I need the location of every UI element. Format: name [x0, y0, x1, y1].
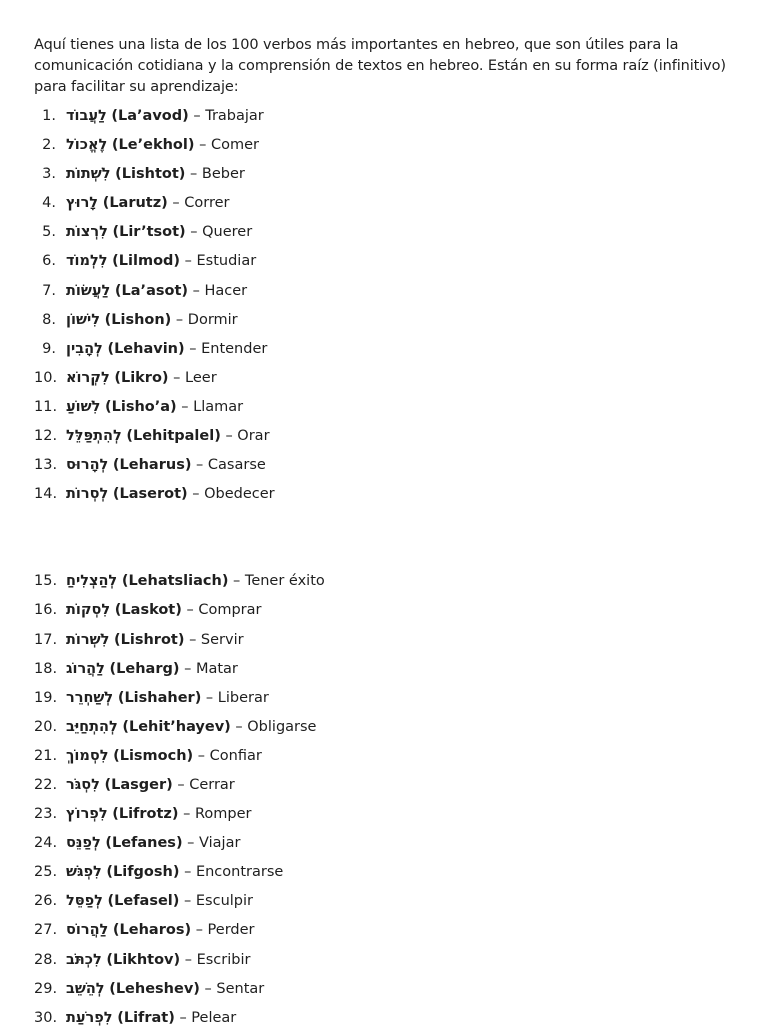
- item-content: [66, 364, 217, 393]
- transliteration: (Lifgosh): [106, 864, 180, 881]
- hebrew-verb: לִסְמוֹךְ: [66, 747, 109, 764]
- list-item: [34, 975, 734, 1004]
- hebrew-verb: לַהֲרוֹס: [66, 922, 109, 939]
- spanish-meaning: – Entender: [184, 340, 268, 357]
- list-item: [34, 335, 734, 364]
- spanish-meaning: – Beber: [185, 166, 245, 183]
- hebrew-verb: לִשְׁתוֹת: [66, 166, 111, 183]
- item-content: [66, 975, 264, 1004]
- transliteration: (Lishon): [104, 311, 172, 328]
- item-content: [66, 567, 325, 596]
- transliteration: (Le’ekhol): [111, 137, 195, 154]
- hebrew-verb: לִסְגֹּר: [66, 776, 100, 793]
- item-content: [66, 800, 251, 829]
- item-number: 9.: [42, 340, 56, 357]
- item-number: 16.: [34, 602, 58, 619]
- spanish-meaning: – Trabajar: [188, 108, 264, 124]
- transliteration: (Lishaher): [117, 689, 202, 706]
- item-number: 26.: [34, 893, 58, 910]
- item-content: [66, 946, 250, 975]
- spanish-meaning: – Escribir: [180, 951, 251, 968]
- hebrew-verb: לִכְתֹּב: [66, 951, 102, 968]
- transliteration: (Lehavin): [107, 340, 185, 357]
- item-number: 20.: [34, 718, 58, 735]
- list-item: [34, 1004, 734, 1033]
- transliteration: (Likro): [114, 369, 169, 386]
- transliteration: (Lasger): [104, 776, 173, 793]
- item-content: [66, 596, 261, 625]
- spanish-meaning: – Cerrar: [172, 776, 235, 793]
- item-number: 21.: [34, 747, 58, 764]
- transliteration: (Lefasel): [107, 893, 180, 910]
- item-number: 1.: [42, 108, 56, 124]
- list-item: [34, 946, 734, 975]
- spanish-meaning: – Estudiar: [180, 253, 257, 270]
- hebrew-verb: לְסְרוֹת: [66, 486, 109, 503]
- hebrew-verb: לַעֲבוֹד: [66, 108, 107, 124]
- hebrew-verb: לִקְרוֹא: [66, 369, 110, 386]
- item-content: [66, 713, 316, 742]
- transliteration: (Lifrotz): [112, 806, 179, 823]
- item-number: 7.: [42, 282, 56, 299]
- spanish-meaning: – Romper: [178, 806, 252, 823]
- list-item: [34, 771, 734, 800]
- item-content: [66, 306, 238, 335]
- list-item: [34, 858, 734, 887]
- spanish-meaning: – Casarse: [191, 457, 266, 474]
- list-item: [34, 887, 734, 916]
- transliteration: (Laserot): [112, 486, 188, 503]
- transliteration: (Lehit’hayev): [122, 718, 231, 735]
- spanish-meaning: – Esculpir: [179, 893, 253, 910]
- item-content: [66, 218, 252, 247]
- hebrew-verb: לָרוּץ: [66, 195, 99, 212]
- item-number: 24.: [34, 835, 58, 852]
- item-content: [66, 335, 267, 364]
- list-item: [34, 306, 734, 335]
- verb-list-part-2: [34, 567, 734, 1033]
- list-item: [34, 451, 734, 480]
- list-item: [34, 247, 734, 276]
- list-item: [34, 102, 734, 131]
- hebrew-verb: לֶאֱכוֹל: [66, 137, 108, 154]
- item-number: 3.: [42, 166, 56, 183]
- list-item: [34, 218, 734, 247]
- item-number: 11.: [34, 398, 58, 415]
- hebrew-verb: לִשְׁרוֹת: [66, 631, 110, 648]
- transliteration: (Lehitpalel): [126, 428, 221, 445]
- verb-list-part-1: [34, 102, 734, 509]
- transliteration: (Lir’tsot): [112, 224, 186, 241]
- hebrew-verb: לִפְרֹעַת: [66, 1009, 113, 1026]
- item-number: 2.: [42, 137, 56, 154]
- item-number: 15.: [34, 573, 58, 590]
- spanish-meaning: – Llamar: [176, 398, 244, 415]
- list-item: [34, 189, 734, 218]
- item-number: 4.: [42, 195, 56, 212]
- item-number: 23.: [34, 806, 58, 823]
- spanish-meaning: – Tener éxito: [228, 573, 325, 590]
- list-item: [34, 684, 734, 713]
- spanish-meaning: – Orar: [220, 428, 270, 445]
- hebrew-verb: לִפְגֹּשׁ: [66, 864, 102, 881]
- hebrew-verb: לִלְמוֹד: [66, 253, 108, 270]
- item-content: [66, 655, 238, 684]
- spanish-meaning: – Servir: [184, 631, 244, 648]
- hebrew-verb: לְהַצְלִיחַ: [66, 573, 118, 590]
- spanish-meaning: – Comer: [194, 137, 259, 154]
- item-content: [66, 131, 259, 160]
- spanish-meaning: – Viajar: [182, 835, 241, 852]
- transliteration: (Leharus): [112, 457, 192, 474]
- item-number: 19.: [34, 689, 58, 706]
- item-number: 18.: [34, 660, 58, 677]
- transliteration: (La’avod): [111, 108, 189, 124]
- spanish-meaning: – Dormir: [171, 311, 238, 328]
- hebrew-verb: לִישׁוֹן: [66, 311, 100, 328]
- item-number: 13.: [34, 457, 58, 474]
- intro-paragraph: Aquí tienes una lista de los 100 verbos más importantes en hebreo, que son útiles para la comunicación cotidiana y la comprensión de textos en hebreo. Están en su forma raíz (infinitivo) para facilitar su aprendizaje:: [34, 37, 726, 95]
- hebrew-verb: לִסְקוֹת: [66, 602, 111, 619]
- item-number: 29.: [34, 980, 58, 997]
- hebrew-verb: לַהֲרוֹג: [66, 660, 105, 677]
- hebrew-verb: לִרְצוֹת: [66, 224, 108, 241]
- hebrew-verb: לְהֵשֵׁב: [66, 980, 105, 997]
- item-content: [66, 247, 256, 276]
- spanish-meaning: – Sentar: [199, 980, 265, 997]
- item-content: [66, 626, 244, 655]
- hebrew-verb: לִפְרוֹץ: [66, 806, 108, 823]
- list-item: [34, 393, 734, 422]
- list-item: [34, 713, 734, 742]
- item-content: [66, 887, 253, 916]
- spanish-meaning: – Obedecer: [187, 486, 275, 503]
- item-number: 27.: [34, 922, 58, 939]
- spanish-meaning: – Matar: [179, 660, 238, 677]
- hebrew-verb: לִשׁוֹעַ: [66, 398, 101, 415]
- item-number: 17.: [34, 631, 58, 648]
- item-number: 25.: [34, 864, 58, 881]
- list-item: [34, 655, 734, 684]
- item-number: 6.: [42, 253, 56, 270]
- transliteration: (Likhtov): [106, 951, 181, 968]
- item-content: [66, 916, 255, 945]
- list-item: [34, 480, 734, 509]
- spanish-meaning: – Confiar: [193, 747, 262, 764]
- item-content: [66, 277, 247, 306]
- spanish-meaning: – Liberar: [201, 689, 269, 706]
- list-item: [34, 742, 734, 771]
- list-item: [34, 567, 734, 596]
- hebrew-verb: לְפַסֵּל: [66, 893, 103, 910]
- list-item: [34, 422, 734, 451]
- transliteration: (Leharg): [109, 660, 180, 677]
- hebrew-verb: לְהִתְחַיֵּב: [66, 718, 118, 735]
- spanish-meaning: – Correr: [167, 195, 230, 212]
- list-item: [34, 800, 734, 829]
- item-number: 30.: [34, 1009, 58, 1026]
- spanish-meaning: – Encontrarse: [179, 864, 284, 881]
- item-content: [66, 742, 262, 771]
- transliteration: (Lismoch): [113, 747, 194, 764]
- list-item: [34, 160, 734, 189]
- item-number: 5.: [42, 224, 56, 241]
- document: [34, 35, 734, 1033]
- item-number: 10.: [34, 369, 58, 386]
- item-content: [66, 829, 240, 858]
- item-number: 8.: [42, 311, 56, 328]
- hebrew-verb: לְשַׁחְרֵר: [66, 689, 114, 706]
- transliteration: (Lishtot): [115, 166, 186, 183]
- item-content: [66, 102, 264, 131]
- spanish-meaning: – Comprar: [181, 602, 262, 619]
- transliteration: (La’asot): [114, 282, 189, 299]
- list-item: [34, 277, 734, 306]
- list-item: [34, 131, 734, 160]
- item-content: [66, 189, 230, 218]
- item-number: 28.: [34, 951, 58, 968]
- hebrew-verb: לְהָבִין: [66, 340, 103, 357]
- transliteration: (Lehatsliach): [121, 573, 229, 590]
- item-content: [66, 480, 275, 509]
- spanish-meaning: – Obligarse: [230, 718, 317, 735]
- item-number: 14.: [34, 486, 58, 503]
- spanish-meaning: – Leer: [168, 369, 217, 386]
- hebrew-verb: לְהָרוּס: [66, 457, 109, 474]
- item-content: [66, 771, 235, 800]
- blank-gap: [34, 509, 734, 567]
- list-item: [34, 364, 734, 393]
- item-content: [66, 684, 269, 713]
- spanish-meaning: – Perder: [191, 922, 255, 939]
- spanish-meaning: – Pelear: [174, 1009, 237, 1026]
- transliteration: (Lishrot): [114, 631, 185, 648]
- item-content: [66, 393, 243, 422]
- transliteration: (Lilmod): [112, 253, 181, 270]
- transliteration: (Leharos): [112, 922, 192, 939]
- transliteration: (Lisho’a): [105, 398, 177, 415]
- item-number: 22.: [34, 776, 58, 793]
- item-content: [66, 1004, 236, 1033]
- item-content: [66, 451, 266, 480]
- spanish-meaning: – Hacer: [188, 282, 248, 299]
- list-item: [34, 916, 734, 945]
- transliteration: (Lifrat): [117, 1009, 175, 1026]
- item-content: [66, 160, 245, 189]
- hebrew-verb: לְהִתְפַּלֵּל: [66, 428, 122, 445]
- item-content: [66, 858, 283, 887]
- spanish-meaning: – Querer: [185, 224, 253, 241]
- transliteration: (Leheshev): [109, 980, 200, 997]
- transliteration: (Laskot): [114, 602, 182, 619]
- list-item: [34, 596, 734, 625]
- list-item: [34, 829, 734, 858]
- item-content: [66, 422, 270, 451]
- item-number: 12.: [34, 428, 58, 445]
- hebrew-verb: לְפַנֵּס: [66, 835, 101, 852]
- transliteration: (Larutz): [102, 195, 168, 212]
- transliteration: (Lefanes): [105, 835, 183, 852]
- hebrew-verb: לַעֲשׂוֹת: [66, 282, 111, 299]
- list-item: [34, 626, 734, 655]
